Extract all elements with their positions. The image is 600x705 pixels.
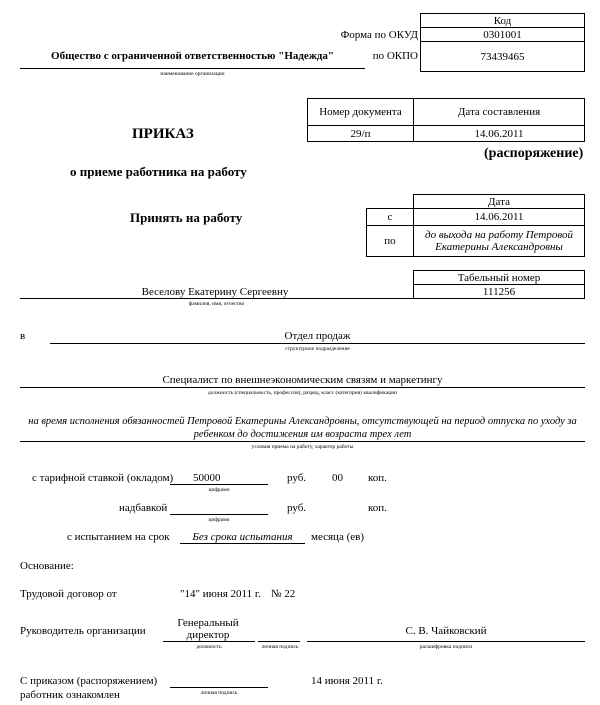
probation-label: с испытанием на срок: [67, 531, 170, 543]
probation-value: Без срока испытания: [192, 531, 293, 543]
doc-number-header: Номер документа: [307, 98, 414, 126]
contract-label: Трудовой договор от: [20, 588, 117, 600]
department-name: Отдел продаж: [284, 330, 351, 342]
doc-number: 29/п: [307, 125, 414, 142]
conditions-caption: условия приема на работу, характер работы: [251, 444, 354, 450]
title-subject: о приеме работника на работу: [70, 164, 247, 179]
salary-rate-value: 50000: [193, 472, 221, 484]
conditions-text: на время исполнения обязанностей Петровой Екатерины Александровны, отсутствующей на период отпуска по уходу за ребенком до достижения им возраста трех лет: [28, 416, 577, 440]
organization-line: [20, 68, 365, 69]
head-decode-caption: расшифровка подписи: [419, 644, 473, 650]
bonus-kop-label: коп.: [368, 502, 387, 514]
employee-name-caption: фамилия, имя, отчество: [188, 301, 245, 307]
head-sign-caption: личная подпись: [261, 644, 299, 650]
organization-caption: наименование организации: [160, 71, 225, 77]
conditions-line: [20, 441, 585, 442]
contract-date: "14" июня 2011 г.: [180, 588, 261, 600]
period-from-label: с: [366, 208, 414, 226]
head-name: С. В. Чайковский: [405, 625, 487, 637]
position-line: [20, 387, 585, 388]
period-from-value: 14.06.2011: [413, 208, 585, 226]
employee-name-line: [20, 298, 413, 299]
department-caption: структурное подразделение: [285, 346, 350, 352]
salary-digits-caption: цифрами: [208, 487, 230, 493]
acknowledge-sign-caption: личная подпись: [200, 690, 238, 696]
employee-name: Веселову Екатерину Сергеевну: [141, 286, 289, 298]
basis-label: Основание:: [20, 560, 74, 572]
doc-date: 14.06.2011: [413, 125, 585, 142]
acknowledge-label-2: работник ознакомлен: [20, 689, 120, 701]
okud-label: Форма по ОКУД: [340, 29, 418, 41]
period-to-label: по: [366, 225, 414, 257]
department-line: [50, 343, 585, 344]
bonus-digits-caption: цифрами: [208, 517, 230, 523]
tab-number-header: Табельный номер: [413, 270, 585, 285]
bonus-label: надбавкой: [119, 502, 168, 514]
bonus-line: [170, 514, 268, 515]
contract-number: № 22: [271, 588, 296, 600]
probation-line: [180, 543, 305, 544]
organization-name: Общество с ограниченной ответственностью "Надежда": [51, 50, 334, 62]
salary-kop-value: 00: [332, 472, 343, 484]
okud-value: 0301001: [420, 27, 585, 42]
title-rasporyazhenie: (распоряжение): [484, 146, 584, 161]
head-position: Генеральный директор: [177, 617, 239, 641]
head-position-caption: должность: [196, 644, 222, 650]
acknowledge-sign-line: [170, 687, 268, 688]
code-header: Код: [420, 13, 585, 28]
salary-rate-label: с тарифной ставкой (окладом): [32, 472, 174, 484]
head-name-line: [307, 641, 585, 642]
doc-date-header: Дата составления: [413, 98, 585, 126]
salary-rub-label: руб.: [287, 472, 307, 484]
title-prikaz: ПРИКАЗ: [132, 126, 194, 142]
head-sign-line: [258, 641, 300, 642]
acknowledge-date: 14 июня 2011 г.: [311, 675, 383, 687]
salary-kop-label: коп.: [368, 472, 387, 484]
bonus-rub-label: руб.: [287, 502, 307, 514]
head-position-line: [163, 641, 255, 642]
probation-unit: месяца (ев): [311, 531, 364, 543]
okpo-value: 73439465: [420, 41, 585, 72]
okpo-label: по ОКПО: [372, 50, 418, 62]
acknowledge-label-1: С приказом (распоряжением): [20, 675, 158, 687]
head-label: Руководитель организации: [20, 625, 146, 637]
position-caption: должность (специальность, профессия), разряд, класс (категория) квалификации: [207, 390, 398, 396]
department-prefix: в: [20, 330, 26, 342]
period-to-value: до выхода на работу Петровой Екатерины Александровны: [413, 225, 585, 257]
tab-number-value: 111256: [413, 284, 585, 299]
salary-rate-line: [170, 484, 268, 485]
title-hire: Принять на работу: [130, 210, 243, 225]
position-name: Специалист по внешнеэкономическим связям и маркетингу: [162, 374, 443, 386]
period-date-header: Дата: [413, 194, 585, 209]
